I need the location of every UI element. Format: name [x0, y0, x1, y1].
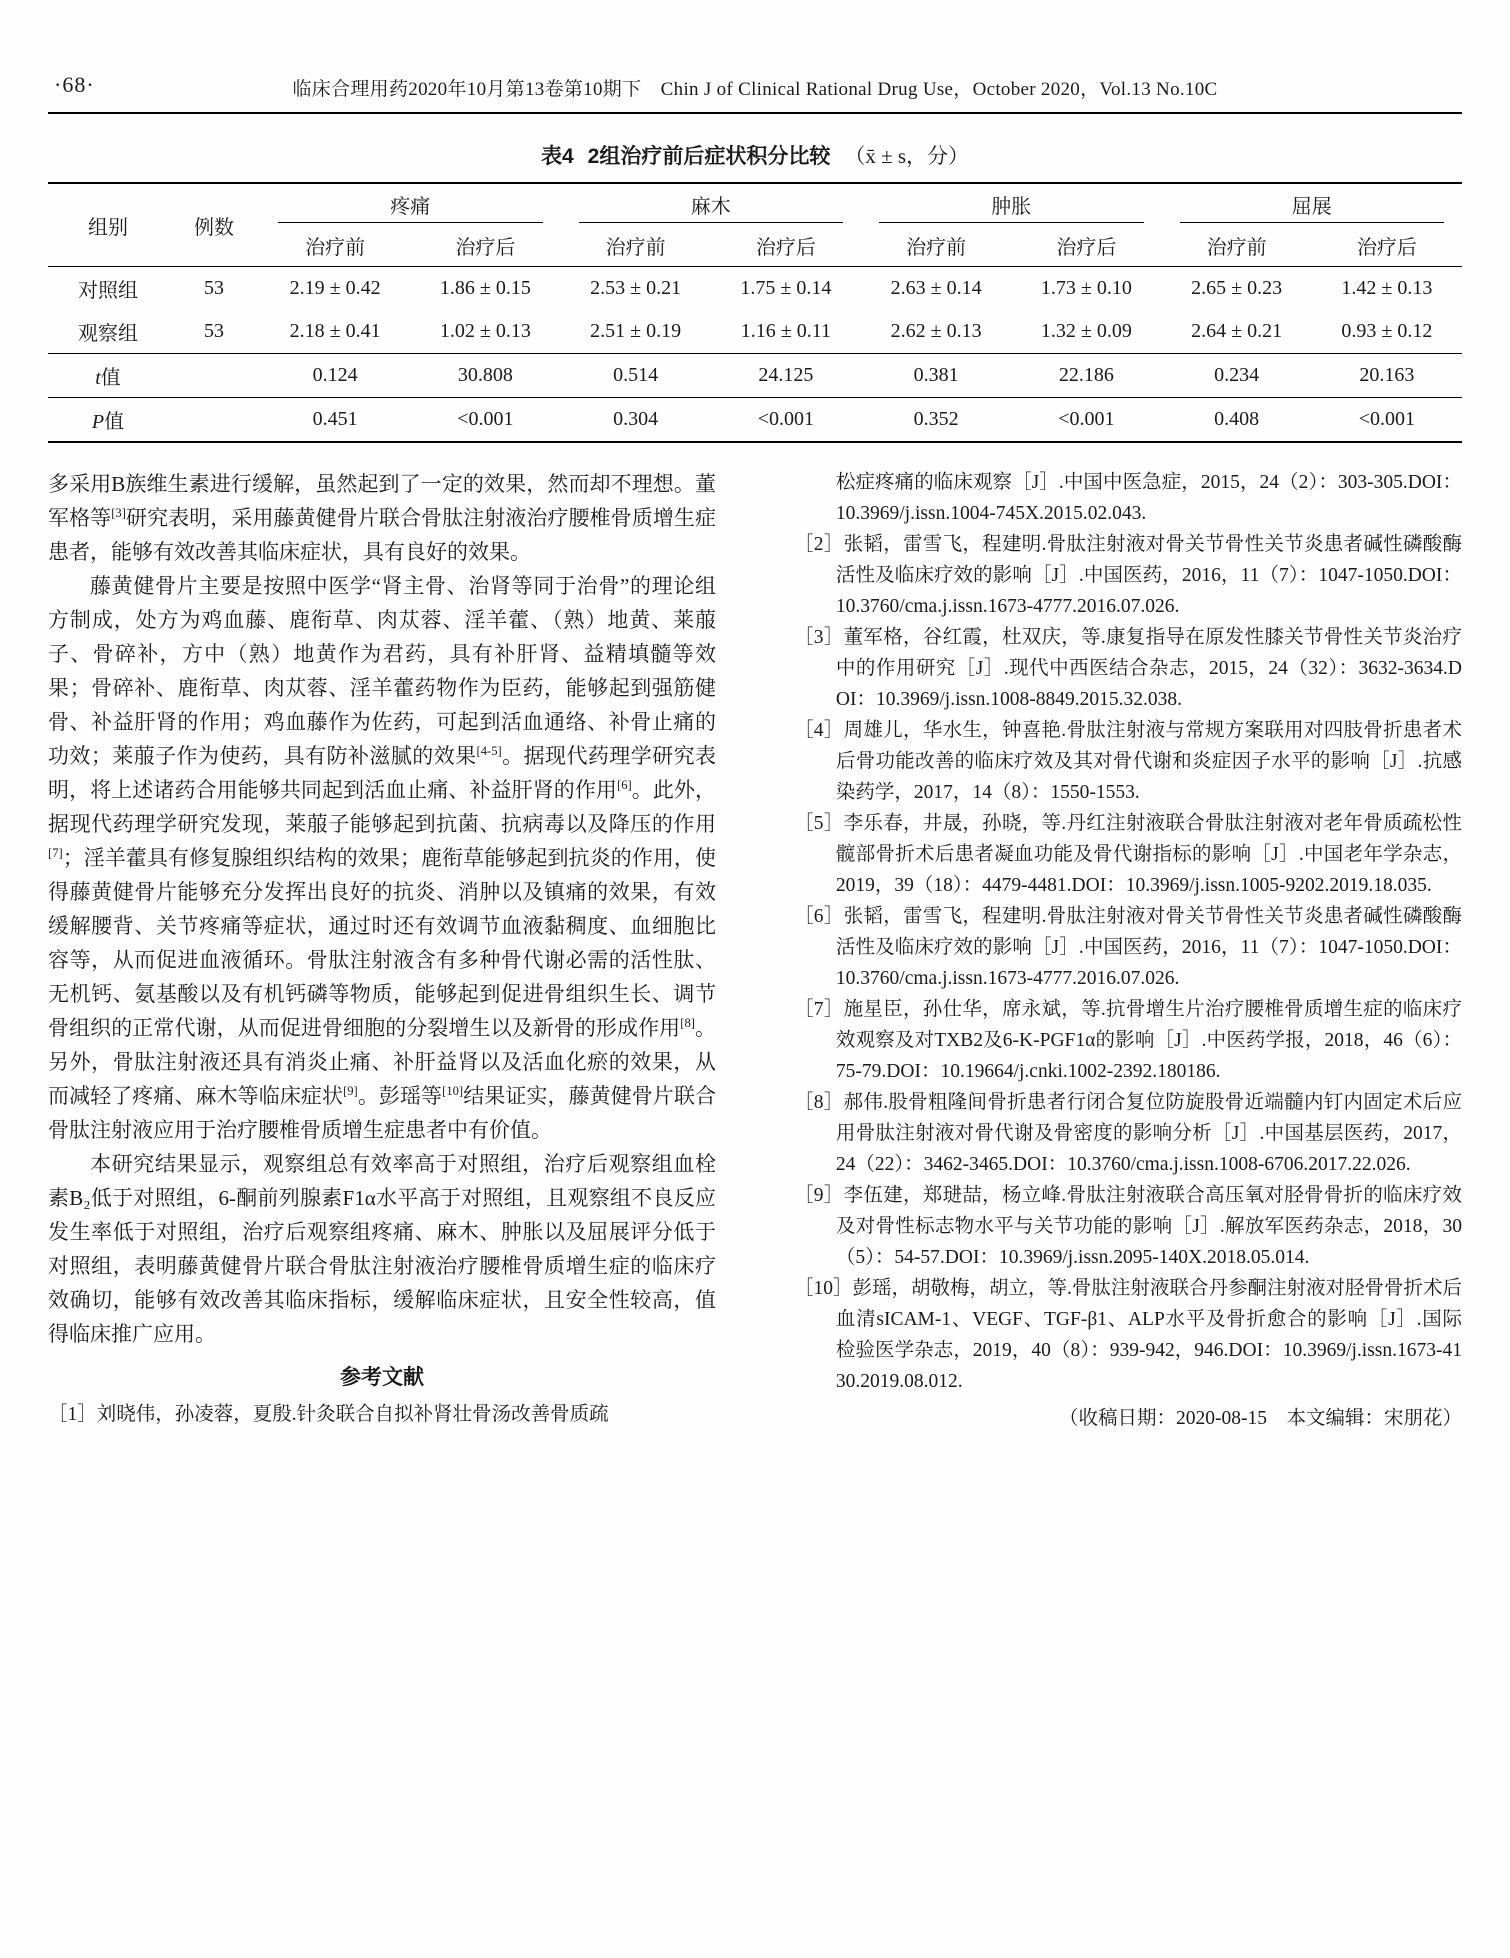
reference-item: ［7］施星臣，孙仕华，席永斌，等.抗骨增生片治疗腰椎骨质增生症的临床疗效观察及对TXB2及6-K-PGF1α的影响［J］.中医药学报，2018，46（6）：75-79.DOI：10.19664/j.cnki.1002-2392.180186. [794, 999, 1462, 1082]
value-cell: 0.381 [861, 354, 1011, 398]
value-cell: 0.514 [561, 354, 711, 398]
value-cell: 1.86 ± 0.15 [439, 277, 531, 299]
value-cell: <0.001 [1011, 398, 1161, 443]
table-body [48, 267, 1462, 443]
sample-size-cell [168, 354, 260, 398]
value-cell: 1.42 ± 0.13 [1341, 277, 1433, 299]
table-label: 表4 [540, 145, 574, 168]
value-cell: 2.65 ± 0.23 [1191, 277, 1283, 299]
value-cell: 2.18 ± 0.41 [289, 320, 381, 342]
reference-item: ［9］李伍建，郑琎喆，杨立峰.骨肽注射液联合高压氧对胫骨骨折的临床疗效及对骨性标志物水平与关节功能的影响［J］.解放军医药杂志，2018，30（5）：54-57.DOI：10.3969/j.issn.2095-140X.2018.05.014. [794, 1185, 1462, 1268]
value-cell: 2.51 ± 0.19 [590, 320, 682, 342]
citation-superscript: [6] [617, 778, 632, 792]
citation-superscript: [10] [442, 1084, 464, 1098]
reference-label: ［1］ [48, 1404, 97, 1425]
left-column [48, 467, 716, 1434]
body-paragraph: 本研究结果显示，观察组总有效率高于对照组，治疗后观察组血栓素B₂低于对照组，6-酮前列腺素F1α水平高于对照组，且观察组不良反应发生率低于对照组，治疗后观察组疼痛、麻木、肿胀以及屈展评分低于对照组，表明藤黄健骨片联合骨肽注射液治疗腰椎骨质增生症的临床疗效确切，能够有效改善其临床指标，缓解临床症状，且安全性较高，值得临床推广应用。 [48, 1152, 716, 1346]
table-row [48, 310, 1462, 354]
value-cell: 0.408 [1162, 398, 1312, 443]
reference-item: ［2］张韬，雷雪飞，程建明.骨肽注射液对骨关节骨性关节炎患者碱性磷酸酶活性及临床疗效的影响［J］.中国医药，2016，11（7）：1047-1050.DOI：10.3760/cma.j.issn.1673-4777.2016.07.026. [794, 534, 1462, 617]
value-cell: 0.124 [260, 354, 410, 398]
subheader-after-treatment: 治疗后 [410, 225, 560, 267]
value-cell: 24.125 [711, 354, 861, 398]
reference-text: 刘晓伟，孙凌蓉，夏殷.针灸联合自拟补肾壮骨汤改善骨质疏 [96, 1404, 609, 1425]
table-unit: （x̄ ± s，分） [844, 144, 970, 168]
subheader-after-treatment: 治疗后 [1011, 225, 1161, 267]
col-header-sample-size: 例数 [168, 183, 260, 267]
table-row [48, 398, 1462, 443]
value-cell: 1.73 ± 0.10 [1040, 277, 1132, 299]
col-header-numbness: 麻木 [561, 183, 862, 225]
col-header-flexion: 屈展 [1162, 183, 1463, 225]
page-number: ·68· [54, 72, 95, 97]
reference-label: ［2］ [794, 534, 844, 555]
body-paragraphs [48, 467, 716, 1351]
reference-label: ［3］ [794, 627, 844, 648]
subheader-before-treatment: 治疗前 [561, 225, 711, 267]
value-cell: <0.001 [711, 398, 861, 443]
value-cell: 0.451 [260, 398, 410, 443]
value-cell: 20.163 [1312, 354, 1462, 398]
table-title-text: 2组治疗前后症状积分比较 [587, 145, 831, 168]
value-cell: 2.64 ± 0.21 [1191, 320, 1283, 342]
value-cell: 2.53 ± 0.21 [590, 277, 682, 299]
subheader-after-treatment: 治疗后 [1312, 225, 1462, 267]
body-paragraph: 藤黄健骨片主要是按照中医学“肾主骨、治肾等同于治骨”的理论组方制成，处方为鸡血藤、鹿衔草、肉苁蓉、淫羊藿、（熟）地黄、莱菔子、骨碎补，方中（熟）地黄作为君药，具有补肝肾、益精填髓等效果；骨碎补、鹿衔草、肉苁蓉、淫羊藿药物作为臣药，能够起到强筋健骨、补益肝肾的作用；鸡血藤作为佐药，可起到活血通络、补骨止痛的功效；莱菔子作为使药，具有防补滋腻的效果[4-5]。据现代药理学研究表明，将上述诸药合用能够共同起到活血止痛、补益肝肾的作用[6]。此外，据现代药理学研究发现，莱菔子能够起到抗菌、抗病毒以及降压的作用[7]；淫羊藿具有修复腺组织结构的效果；鹿衔草能够起到抗炎的作用，使得藤黄健骨片能够充分发挥出良好的抗炎、消肿以及镇痛的效果，有效缓解腰背、关节疼痛等症状，通过时还有效调节血液黏稠度、血细胞比容等，从而促进血液循环。骨肽注射液含有多种骨代谢必需的活性肽、无机钙、氨基酸以及有机钙磷等物质，能够起到促进骨组织生长、调节骨组织的正常代谢，从而促进骨细胞的分裂增生以及新骨的形成作用[8]。另外，骨肽注射液还具有消炎止痛、补肝益肾以及活血化瘀的效果，从而减轻了疼痛、麻木等临床症状[9]。彭瑶等[10]结果证实，藤黄健骨片联合骨肽注射液应用于治疗腰椎骨质增生症患者中有价值。 [48, 574, 717, 1142]
header-divider [48, 112, 1462, 114]
value-cell: 1.32 ± 0.09 [1040, 320, 1132, 342]
subheader-after-treatment: 治疗后 [711, 225, 861, 267]
col-header-group: 组别 [48, 183, 168, 267]
value-cell: 0.352 [861, 398, 1011, 443]
value-cell: 1.75 ± 0.14 [740, 277, 832, 299]
reference-label: ［7］ [794, 999, 844, 1020]
value-cell: 0.93 ± 0.12 [1341, 320, 1433, 342]
table-head [48, 183, 1462, 267]
row-label-cell: t值 [48, 354, 168, 398]
sample-size-cell [168, 398, 260, 443]
received-date-note: （收稿日期：2020-08-15 本文编辑：宋朋花） [1059, 1408, 1462, 1429]
reference-label: ［6］ [794, 906, 844, 927]
value-cell: 2.19 ± 0.42 [289, 277, 381, 299]
reference-label: ［9］ [794, 1185, 844, 1206]
subheader-before-treatment: 治疗前 [1162, 225, 1312, 267]
sample-size-cell: 53 [204, 277, 224, 299]
table-row [48, 267, 1462, 311]
value-cell: 1.16 ± 0.11 [740, 320, 831, 342]
citation-superscript: [3] [111, 506, 126, 520]
reference-label: ［8］ [794, 1092, 844, 1113]
citation-superscript: [4-5] [476, 744, 502, 758]
col-header-pain: 疼痛 [260, 183, 561, 225]
reference-item: ［10］彭瑶，胡敬梅，胡立，等.骨肽注射液联合丹参酮注射液对胫骨骨折术后血清sICAM-1、VEGF、TGF-β1、ALP水平及骨折愈合的影响［J］.国际检验医学杂志，2019，40（8）：939-942，946.DOI：10.3969/j.issn.1673-4130.2019.08.012. [794, 1278, 1462, 1392]
value-cell: 30.808 [410, 354, 560, 398]
value-cell: 0.234 [1162, 354, 1312, 398]
citation-superscript: [7] [48, 846, 63, 860]
right-column [794, 467, 1462, 1434]
citation-superscript: [8] [680, 1016, 695, 1030]
body-paragraph: 多采用B族维生素进行缓解，虽然起到了一定的效果，然而却不理想。董军格等[3]研究表明，采用藤黄健骨片联合骨肽注射液治疗腰椎骨质增生症患者，能够有效改善其临床症状，具有良好的效果。 [48, 472, 717, 564]
citation-superscript: [9] [343, 1084, 358, 1098]
reference-item: ［6］张韬，雷雪飞，程建明.骨肽注射液对骨关节骨性关节炎患者碱性磷酸酶活性及临床疗效的影响［J］.中国医药，2016，11（7）：1047-1050.DOI：10.3760/cma.j.issn.1673-4777.2016.07.026. [794, 906, 1462, 989]
reference-item: ［4］周雄儿，华水生，钟喜艳.骨肽注射液与常规方案联用对四肢骨折患者术后骨功能改善的临床疗效及其对骨代谢和炎症因子水平的影响［J］.抗感染药学，2017，14（8）：1550-1553. [794, 720, 1462, 803]
sample-size-cell: 53 [204, 320, 224, 342]
subheader-before-treatment: 治疗前 [861, 225, 1011, 267]
reference-label: ［10］ [794, 1278, 853, 1299]
journal-title-line: 临床合理用药2020年10月第13卷第10期下 Chin J of Clinical Rational Drug Use，October 2020，Vol.13 No.10C [292, 79, 1218, 100]
value-cell: 2.63 ± 0.14 [890, 277, 982, 299]
reference-item: ［5］李乐春，井晟，孙晓，等.丹红注射液联合骨肽注射液对老年骨质疏松性髋部骨折术后患者凝血功能及骨代谢指标的影响［J］.中国老年学杂志，2019，39（18）：4479-4481.DOI：10.3969/j.issn.1005-9202.2019.18.035. [794, 813, 1462, 896]
reference-label: ［4］ [794, 720, 844, 741]
row-label-cell: 对照组 [78, 280, 138, 302]
value-cell: 2.62 ± 0.13 [890, 320, 982, 342]
value-cell: 0.304 [561, 398, 711, 443]
subheader-before-treatment: 治疗前 [260, 225, 410, 267]
value-cell: <0.001 [410, 398, 560, 443]
reference-item: ［3］董军格，谷红霞，杜双庆，等.康复指导在原发性膝关节骨性关节炎治疗中的作用研究［J］.现代中西医结合杂志，2015，24（32）：3632-3634.DOI：10.3969/j.issn.1008-8849.2015.32.038. [794, 627, 1462, 710]
reference-list [794, 529, 1462, 1397]
reference-continuation: 松症疼痛的临床观察［J］.中国中医急症，2015，24（2）：303-305.DOI：10.3969/j.issn.1004-745X.2015.02.043. [835, 472, 1462, 524]
col-header-swelling: 肿胀 [861, 183, 1162, 225]
row-label-cell: 观察组 [78, 323, 138, 345]
two-column-body [48, 467, 1462, 1434]
table-header-row-sub [48, 225, 1462, 267]
reference-label: ［5］ [794, 813, 844, 834]
value-cell: 1.02 ± 0.13 [439, 320, 531, 342]
references-heading: 参考文献 [340, 1366, 424, 1389]
row-label-cell: P值 [48, 398, 168, 443]
symptom-score-table [48, 182, 1462, 443]
reference-item-first [48, 1399, 716, 1430]
table-header-row-groups [48, 183, 1462, 225]
page-header [48, 70, 1462, 104]
table-title [48, 140, 1462, 170]
reference-item: ［8］郝伟.股骨粗隆间骨折患者行闭合复位防旋股骨近端髓内钉内固定术后应用骨肽注射液对骨代谢及骨密度的影响分析［J］.中国基层医药，2017，24（22）：3462-3465.DOI：10.3760/cma.j.issn.1008-6706.2017.22.026. [794, 1092, 1462, 1175]
table-row [48, 354, 1462, 398]
value-cell: <0.001 [1312, 398, 1462, 443]
value-cell: 22.186 [1011, 354, 1161, 398]
